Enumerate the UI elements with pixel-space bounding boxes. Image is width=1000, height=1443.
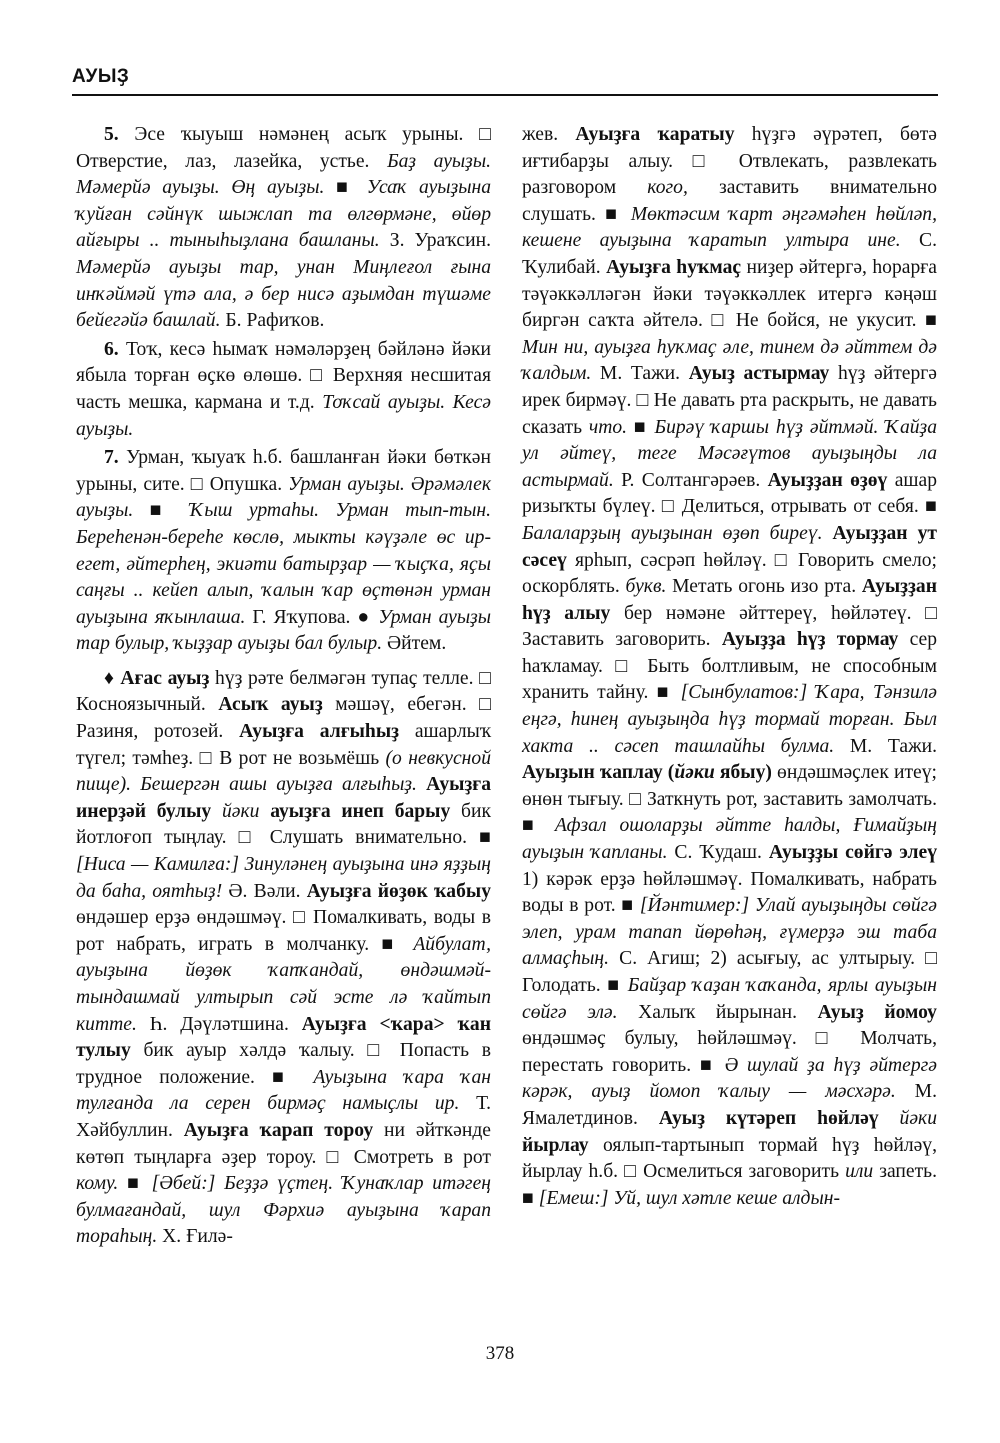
text-run: Халыҡ йырынан. [617,1001,818,1023]
text-run: Ауыҙ астырмау [688,363,830,385]
text-run: Баҙ ауыҙы. Мәмерйә ауыҙы. Өң ауыҙы. [76,150,491,199]
text-run: 1) кәрәк ерҙә һөйләшмәү. Помалкивать, набрать воды в рот. ■ [522,868,937,917]
text-run: Ауыҙҙа һүҙ тормау [721,629,899,651]
text-run: Усаҡ ауыҙына ҡуйған сәйнүк шыжлап та өлгөрмәне, өйөр айғыры .. тыныһыҙлана башланы. [76,177,491,252]
text-run: бик ауыр хәлдә ҡалыу. □ Попасть в трудное положение. ■ [76,1040,491,1088]
text-run: [Йәнтимер:] Улай ауыҙыңды сөйгә элеп, урам тапап йөрөһәң, ғүмерҙә эш таба алмаҫһың. [522,895,937,970]
text-run: 6. [104,338,119,360]
entry-paragraph [522,122,937,1212]
running-header-title: АУЫҘ [72,66,130,87]
text-run: ■ [627,416,655,438]
text-run: кого, [647,177,688,199]
text-run: запеть. ■ [522,1161,937,1209]
text-run: Метать огонь изо рта. [666,576,862,598]
text-run: мәшәү, ебегән. □ Разиня, ротозей. [76,694,491,743]
text-run: Ауыҙҙы сөйгә элеү [768,842,937,864]
text-run: йырлау [522,1134,589,1156]
text-run: йәки [221,800,260,822]
text-run: Ауыҙҙан һүҙ алыу [522,576,937,624]
text-run: ниҙер әйтергә, һорарға тәүәккәлләгән йәки тәүәккәллек итергә кәңәш биргән саҡта әйтелә. □ Не бойся, не укусит. ■ [522,256,937,332]
text-run: Ауыҙға ҡарап тороу [183,1119,374,1141]
text-run: З. Ураҡсин. [379,230,491,252]
text-run: ■ [133,500,190,522]
text-run: Х. Ғилә- [157,1226,233,1248]
text-run: Афзал ошоларҙы әйтте һалды, Ғимайҙың ауыҙын ҡапланы. [522,815,938,864]
text-run: Мин ни, ауыҙға һуҡмаҫ әле, тинем дә әйттем дә ҡалдым. [522,336,937,385]
text-run: ябыу) [714,762,772,784]
text-run: Ауыҙҙан ут сәсеү [522,522,937,571]
text-run: кому. [76,1173,119,1195]
text-run: что. [588,416,628,438]
text-run: һүҙ әйтергә ирек бирмәү. □ Не давать рта раскрыть, не давать сказать [522,363,937,438]
text-run: өндәшер ерҙә өндәшмәү. □ Помалкивать, воды в рот набрать, играть в молчанку. ■ [76,907,491,955]
text-run [259,801,270,822]
text-run: С. Ҡудаш. [667,842,769,864]
text-run: Б. Рафиҡов. [220,310,325,332]
text-run: Ауыҙға <ҡара> ҡан тулыу [76,1013,491,1062]
text-run: букв. [625,576,667,598]
text-run: ауыҙға инеп барыу [270,800,451,822]
text-run: [Ниса — Камилға:] Зинуләнең ауыҙына инә яҙҙың да баһа, оятһыҙ! [76,854,491,902]
text-run: бик йотлоғоп тыңлау. □ Слушать внимательно. ■ [76,800,491,849]
text-run: 7. [104,447,119,469]
text-run: Т. Хәйбуллин. [76,1093,491,1141]
text-run: Р. Солтангәрәев. [613,469,768,491]
text-run: Ауыҙға алғыһыҙ [239,721,399,743]
text-run: заставить внимательно слушать. ■ [522,177,937,225]
text-run: йәки [674,762,715,784]
text-run: Ауыҙға йөҙөк ҡабыу [306,880,491,902]
text-run: Айбулат, ауыҙына йөҙөк ҡапҡандай, өндәшмәй-тындашмай ултырып сәй эсте лә ҡайтып китте. [76,933,491,1035]
text-run: Бирәү ҡаршы һүҙ әйтмәй. Ҡайҙа ул әйтеү, теге Мәсәғүтов ауыҙыңды ла астырмай. [522,416,937,491]
text-run: Асыҡ ауыҙ [218,694,323,716]
text-run: ■ [118,1173,152,1195]
text-run: өндәшмәҫлек итеү; өнөн тығыу. □ Заткнуть рот, заставить замолчать. ■ [522,762,937,837]
text-run: ни әйткәнде көтөп тыңларға әҙер тороу. □ Смотреть в рот [76,1119,491,1168]
text-run: ашарлыҡ түгел; тәмһеҙ. □ В рот не возьмёшь [76,721,492,769]
text-run: Балаларҙың ауыҙынан өҙөп биреү. [522,522,823,544]
text-run: Ауыҙын ҡаплау ( [522,762,675,784]
running-header [72,58,938,96]
entry-paragraph [76,445,491,658]
left-column [76,122,491,1251]
text-run: М. Ямалетдинов. [522,1081,937,1129]
text-run: Тоҡсай ауыҙы. Кесә ауыҙы. [76,391,491,440]
text-run [879,1108,900,1129]
text-run: Ә шулай ҙа һүҙ әйтергә кәрәк, ауыҙ йомоп ҡалыу — мәсхәрә. [522,1054,937,1103]
text-run: Ҡыш уртаһы. Урман тып-тын. Береһенән-береһе көслө, мыкты кәүҙәле өс ир-егет, әйтерһең, экиәти батырҙар — ҡыҫҡа, яҫы саңғы .. кейеп алып, ҡалын ҡар өҫтөнән урман ауыҙына яҡынлаша. [76,500,491,628]
entry-paragraph [76,666,491,1251]
text-run: Ауыҙға һуҡмаҫ [606,256,742,278]
text-run: Ауыҙға инерҙәй булыу [76,774,491,822]
text-run: Әйтем. [382,633,447,655]
text-run: Байҙар ҡаҙан ҡаҡанда, ярлы ауыҙын сөйгә элә. [522,975,937,1023]
text-run: [Емеш:] Уй, шул хәтле кеше алдын- [538,1187,840,1209]
text-run: [Әбей:] Беҙҙә үҫтең. Ҡунаҡлар итәгең булмағандай, шул Фәрхиә ауыҙына ҡарап тораһың. [76,1173,491,1248]
text-run: М. Тажи. [591,363,689,385]
text-run: Ауыҙҙан өҙөү [767,469,888,491]
text-run: Ауыҙына ҡара ҡан тулғанда ла серен бирмәҫ намыҫлы ир. [76,1066,491,1115]
entry-paragraph [76,337,491,443]
text-run: С. Агиш; 2) асығыу, ас ултырыу. □ Голодать. ■ [522,948,937,996]
text-run: Урман ауыҙы. Әрәмәлек ауыҙы. [76,473,491,522]
text-run: сер һаҡламау. □ Быть болтливым, не способным хранить тайну. ■ [522,629,937,704]
entry-paragraph [76,122,491,335]
text-run: (о невкусной пище). Бешергән ашы ауыҙға алғыһыҙ. [76,747,491,796]
text-run: Эсе ҡыуыш нәмәнең асыҡ урыны. □ Отверстие, лаз, лазейка, устье. [76,124,491,172]
text-run: һүҙ рәте белмәгән тупаҫ телле. □ Косноязычный. [76,667,491,716]
text-run: йәки [899,1107,937,1129]
page-number: 378 [485,1343,515,1364]
text-run [822,523,832,544]
text-run: Ауыҙ йомоу [817,1001,937,1023]
text-run: ■ [324,177,367,199]
text-run [211,801,222,822]
text-run: Г. Яҡупова. ● [245,606,379,628]
text-run: ♦ [104,667,121,689]
text-run: ярһып, сәсрәп һөйләү. □ Говорить смело; оскорблять. [522,549,937,598]
text-run: Ауыҙ күтәреп һөйләү [658,1107,879,1129]
text-run: С. Ҡулибай. [522,230,937,278]
text-run: Ә. Вәли. [222,880,307,902]
text-run: Ағас ауыҙ [120,667,210,689]
text-run: оялып-тартынып тормай һүҙ һөйләү, йырлау һ.б. □ Осмелиться заговорить [522,1134,937,1183]
text-run: 5. [104,124,119,145]
text-run [417,774,426,795]
text-run: Һ. Дәүләтшина. [136,1013,302,1035]
text-run: Мәмерйә ауыҙы тар, унан Миңлеғол ғына инҡәймәй үтә ала, ә бер нисә аҙымдан түшәме бейегәйә башлай. [76,256,491,332]
text-run: һүҙгә әүрәтеп, бөтә иғтибарҙы алыу. □ Отвлекать, развлекать разговором [522,124,937,199]
text-run: или [845,1161,874,1183]
text-run: бер нәмәне әйттереү, һөйләтеү. □ Заставить заговорить. [522,602,937,651]
text-run: Урман ауыҙы тар булыр, ҡыҙҙар ауыҙы бал булыр. [76,606,491,655]
right-column [522,122,937,1212]
text-run: Тоҡ, кесә һымаҡ нәмәләрҙең бәйләнә йәки ябыла торған өҫкө өлөшө. □ Верхняя несшитая часть мешка, кармана и т.д. [76,338,491,413]
text-run: Мөктәсим ҡарт әңгәмәһен һөйләп, кешене ауыҙына ҡаратып ултыра ине. [522,203,937,252]
text-run: өндәшмәҫ булыу, һөйләшмәү. □ Молчать, перестать говорить. ■ [522,1028,937,1076]
text-run: Ауыҙға ҡаратыу [575,124,735,145]
text-run: М. Тажи. [834,735,937,757]
text-run: жев. [522,124,576,145]
text-run: ашар ризыҡты бүлеү. □ Делиться, отрывать от себя. ■ [522,469,938,518]
text-run: Урман, ҡыуаҡ һ.б. башланған йәки бөткән урыны, сите. □ Опушка. [76,447,491,495]
text-run: [Сынбулатов:] Ҡара, Тәнзилә еңгә, һинең ауыҙыңда һүҙ тормай торған. Был хакта .. сәсеп ташлайһы булма. [522,682,937,757]
